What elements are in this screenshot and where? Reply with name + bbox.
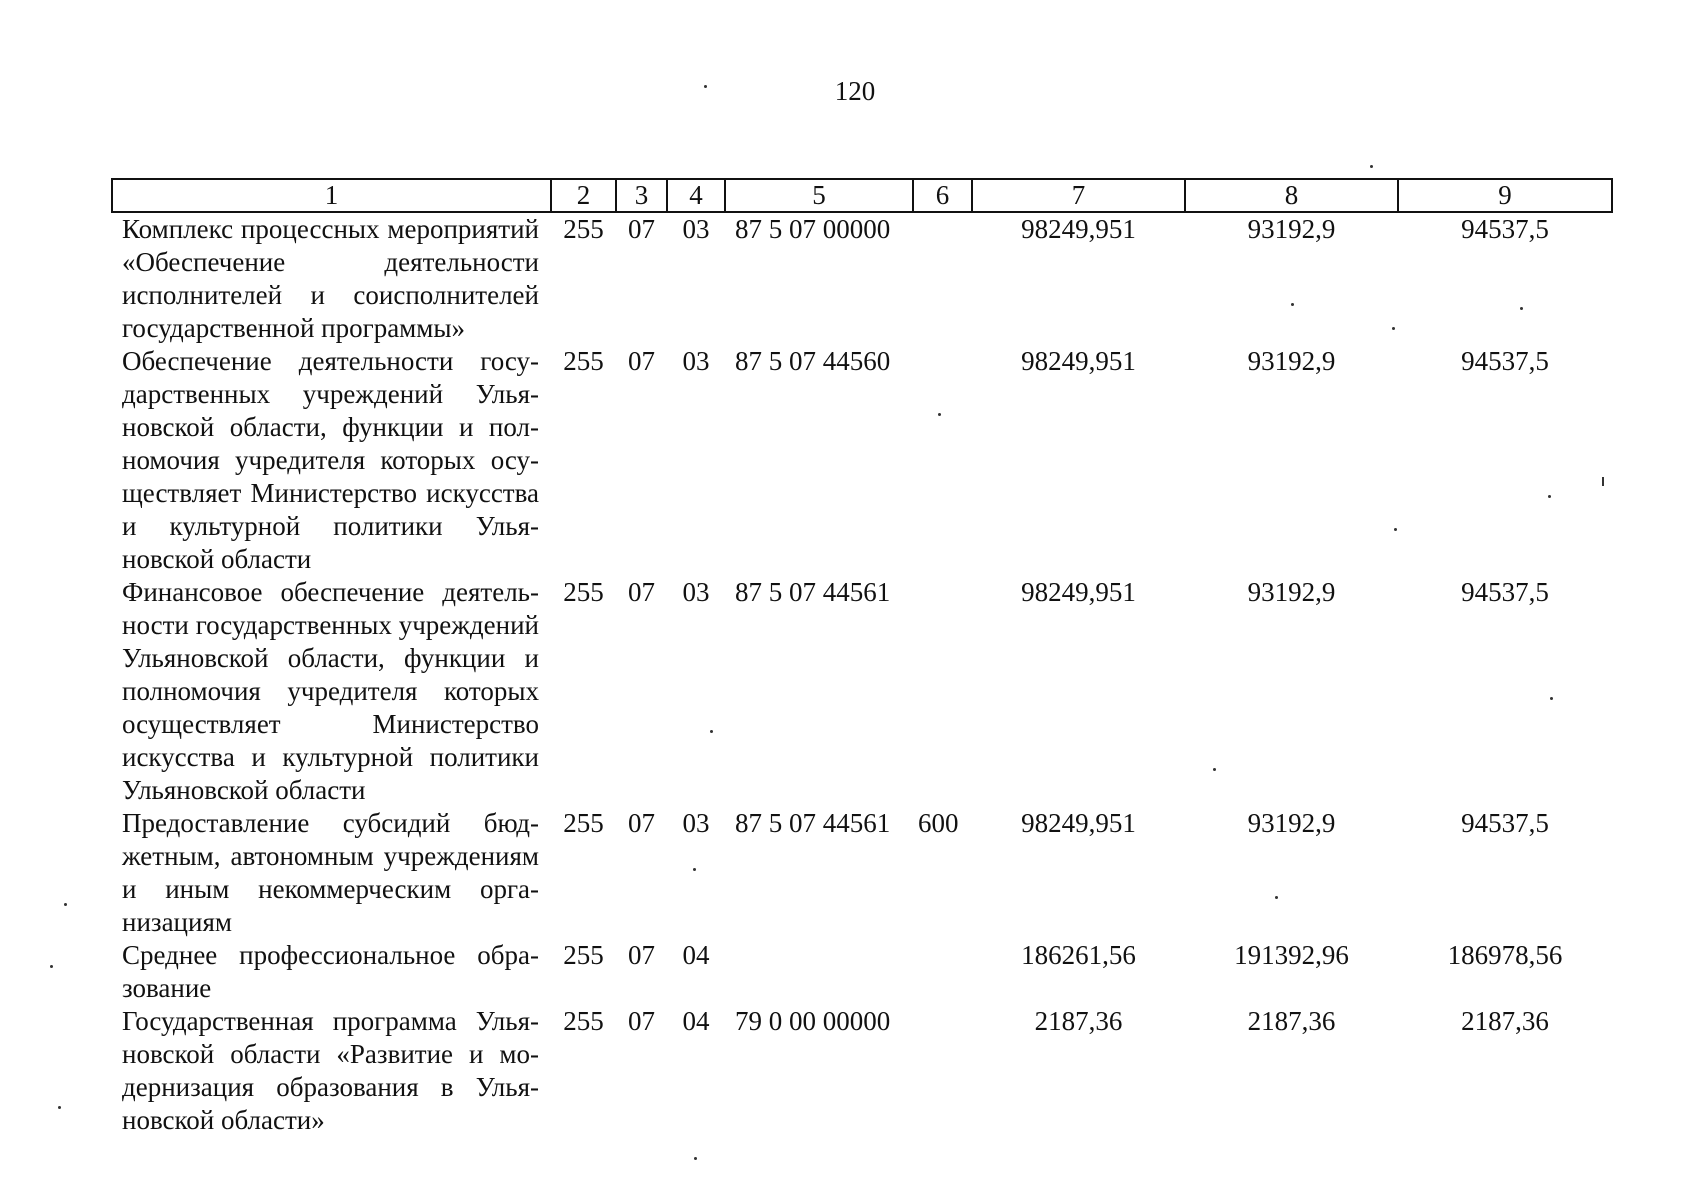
header-row: [112, 179, 1612, 212]
row-name: Среднее профессиональное образование: [122, 940, 539, 1003]
row-amount-col7: 2187,36: [1034, 1006, 1123, 1036]
header-col-4: 4: [667, 179, 725, 212]
scan-speck: [1370, 165, 1373, 168]
row-amount-col8: 191392,96: [1234, 940, 1349, 970]
row-section: 07: [628, 346, 655, 376]
row-section: 07: [628, 1006, 655, 1036]
row-expense-type: [913, 212, 972, 345]
row-ministry-code: 255: [563, 577, 604, 607]
row-ministry-code: 255: [563, 346, 604, 376]
row-target-article: [725, 939, 913, 1005]
row-expense-type: [913, 939, 972, 1005]
row-ministry-code: 255: [563, 1006, 604, 1036]
row-target-article: 79 0 00 00000: [735, 1006, 891, 1036]
scan-speck: [710, 730, 713, 733]
scan-speck: [1520, 307, 1523, 310]
row-subsection: 03: [682, 214, 710, 244]
header-col-9: 9: [1398, 179, 1612, 212]
row-amount-col8: 93192,9: [1247, 346, 1336, 376]
scan-speck: [1548, 495, 1551, 498]
row-ministry-code: 255: [563, 940, 604, 970]
row-expense-type: [913, 1005, 972, 1137]
row-target-article: 87 5 07 00000: [735, 214, 891, 244]
row-ministry-code: 255: [563, 214, 604, 244]
scan-speck: [1394, 528, 1397, 531]
row-amount-col9: 186978,56: [1447, 940, 1563, 970]
row-target-article: 87 5 07 44561: [735, 577, 891, 607]
row-subsection: 03: [682, 346, 710, 376]
row-target-article: 87 5 07 44560: [735, 346, 891, 376]
scan-speck: [64, 903, 67, 906]
header-col-2: 2: [551, 179, 616, 212]
row-amount-col9: 94537,5: [1461, 214, 1549, 244]
scan-speck: [1275, 896, 1278, 899]
row-expense-type: 600: [918, 808, 959, 838]
row-expense-type: [913, 576, 972, 807]
table-row: [112, 939, 1612, 1005]
row-amount-col8: 93192,9: [1247, 214, 1336, 244]
row-section: 07: [628, 214, 655, 244]
row-subsection: 04: [682, 940, 710, 970]
row-name: Комплекс процессных мероприятий «Обеспечение деятельности исполнителей и соисполнителей государственной программы»: [122, 214, 539, 343]
row-section: 07: [628, 577, 655, 607]
row-amount-col9: 94537,5: [1461, 577, 1549, 607]
row-amount-col7: 98249,951: [1021, 346, 1136, 376]
row-subsection: 03: [682, 808, 710, 838]
row-amount-col7: 98249,951: [1021, 577, 1136, 607]
budget-table: [111, 178, 1613, 1137]
row-target-article: 87 5 07 44561: [735, 808, 891, 838]
header-col-6: 6: [913, 179, 972, 212]
header-col-7: 7: [972, 179, 1185, 212]
row-name: Финансовое обеспечение деятельности государственных учреждений Ульяновской области, функции и полномочия учредителя которых осуществляет Министерство искусства и культурной политики Ульяновской области: [122, 577, 539, 805]
scan-speck: [693, 868, 696, 871]
row-amount-col8: 93192,9: [1247, 577, 1336, 607]
scan-speck: [50, 965, 53, 968]
header-col-5: 5: [725, 179, 913, 212]
row-name: Предоставление субсидий бюджетным, автономным учреждениям и иным некоммерческим организациям: [122, 808, 539, 937]
header-col-1: 1: [112, 179, 551, 212]
row-name: Государственная программа Ульяновской области «Развитие и модернизация образования в Ульяновской области»: [122, 1006, 539, 1135]
row-name: Обеспечение деятельности государственных учреждений Ульяновской области, функции и полномочия учредителя которых осуществляет Министерство искусства и культурной политики Ульяновской области: [122, 346, 539, 574]
scan-speck: [58, 1106, 61, 1109]
scan-speck: [938, 413, 941, 416]
row-amount-col9: 2187,36: [1461, 1006, 1549, 1036]
scan-speck: [1392, 327, 1395, 330]
page-number: 120: [834, 76, 876, 106]
scan-speck: [694, 1157, 697, 1160]
scan-speck: [704, 85, 707, 88]
header-col-3: 3: [616, 179, 667, 212]
scan-speck: [1291, 303, 1294, 306]
row-ministry-code: 255: [563, 808, 604, 838]
row-amount-col7: 98249,951: [1021, 214, 1136, 244]
table-row: [112, 576, 1612, 807]
table-row: [112, 345, 1612, 576]
row-section: 07: [628, 808, 655, 838]
row-section: 07: [628, 940, 655, 970]
table-row: [112, 212, 1612, 345]
row-amount-col9: 94537,5: [1461, 346, 1549, 376]
row-amount-col9: 94537,5: [1461, 808, 1549, 838]
row-amount-col7: 186261,56: [1021, 940, 1136, 970]
row-subsection: 03: [682, 577, 710, 607]
row-amount-col8: 2187,36: [1247, 1006, 1336, 1036]
row-subsection: 04: [682, 1006, 710, 1036]
table-row: [112, 1005, 1612, 1137]
table-header: [112, 179, 1612, 212]
header-col-8: 8: [1185, 179, 1398, 212]
table-row: [112, 807, 1612, 939]
row-amount-col7: 98249,951: [1021, 808, 1136, 838]
scan-speck: [1213, 768, 1216, 771]
row-amount-col8: 93192,9: [1247, 808, 1336, 838]
table-body: [112, 212, 1612, 1137]
scan-speck: [1602, 477, 1604, 486]
scan-speck: [1550, 697, 1553, 700]
row-expense-type: [913, 345, 972, 576]
